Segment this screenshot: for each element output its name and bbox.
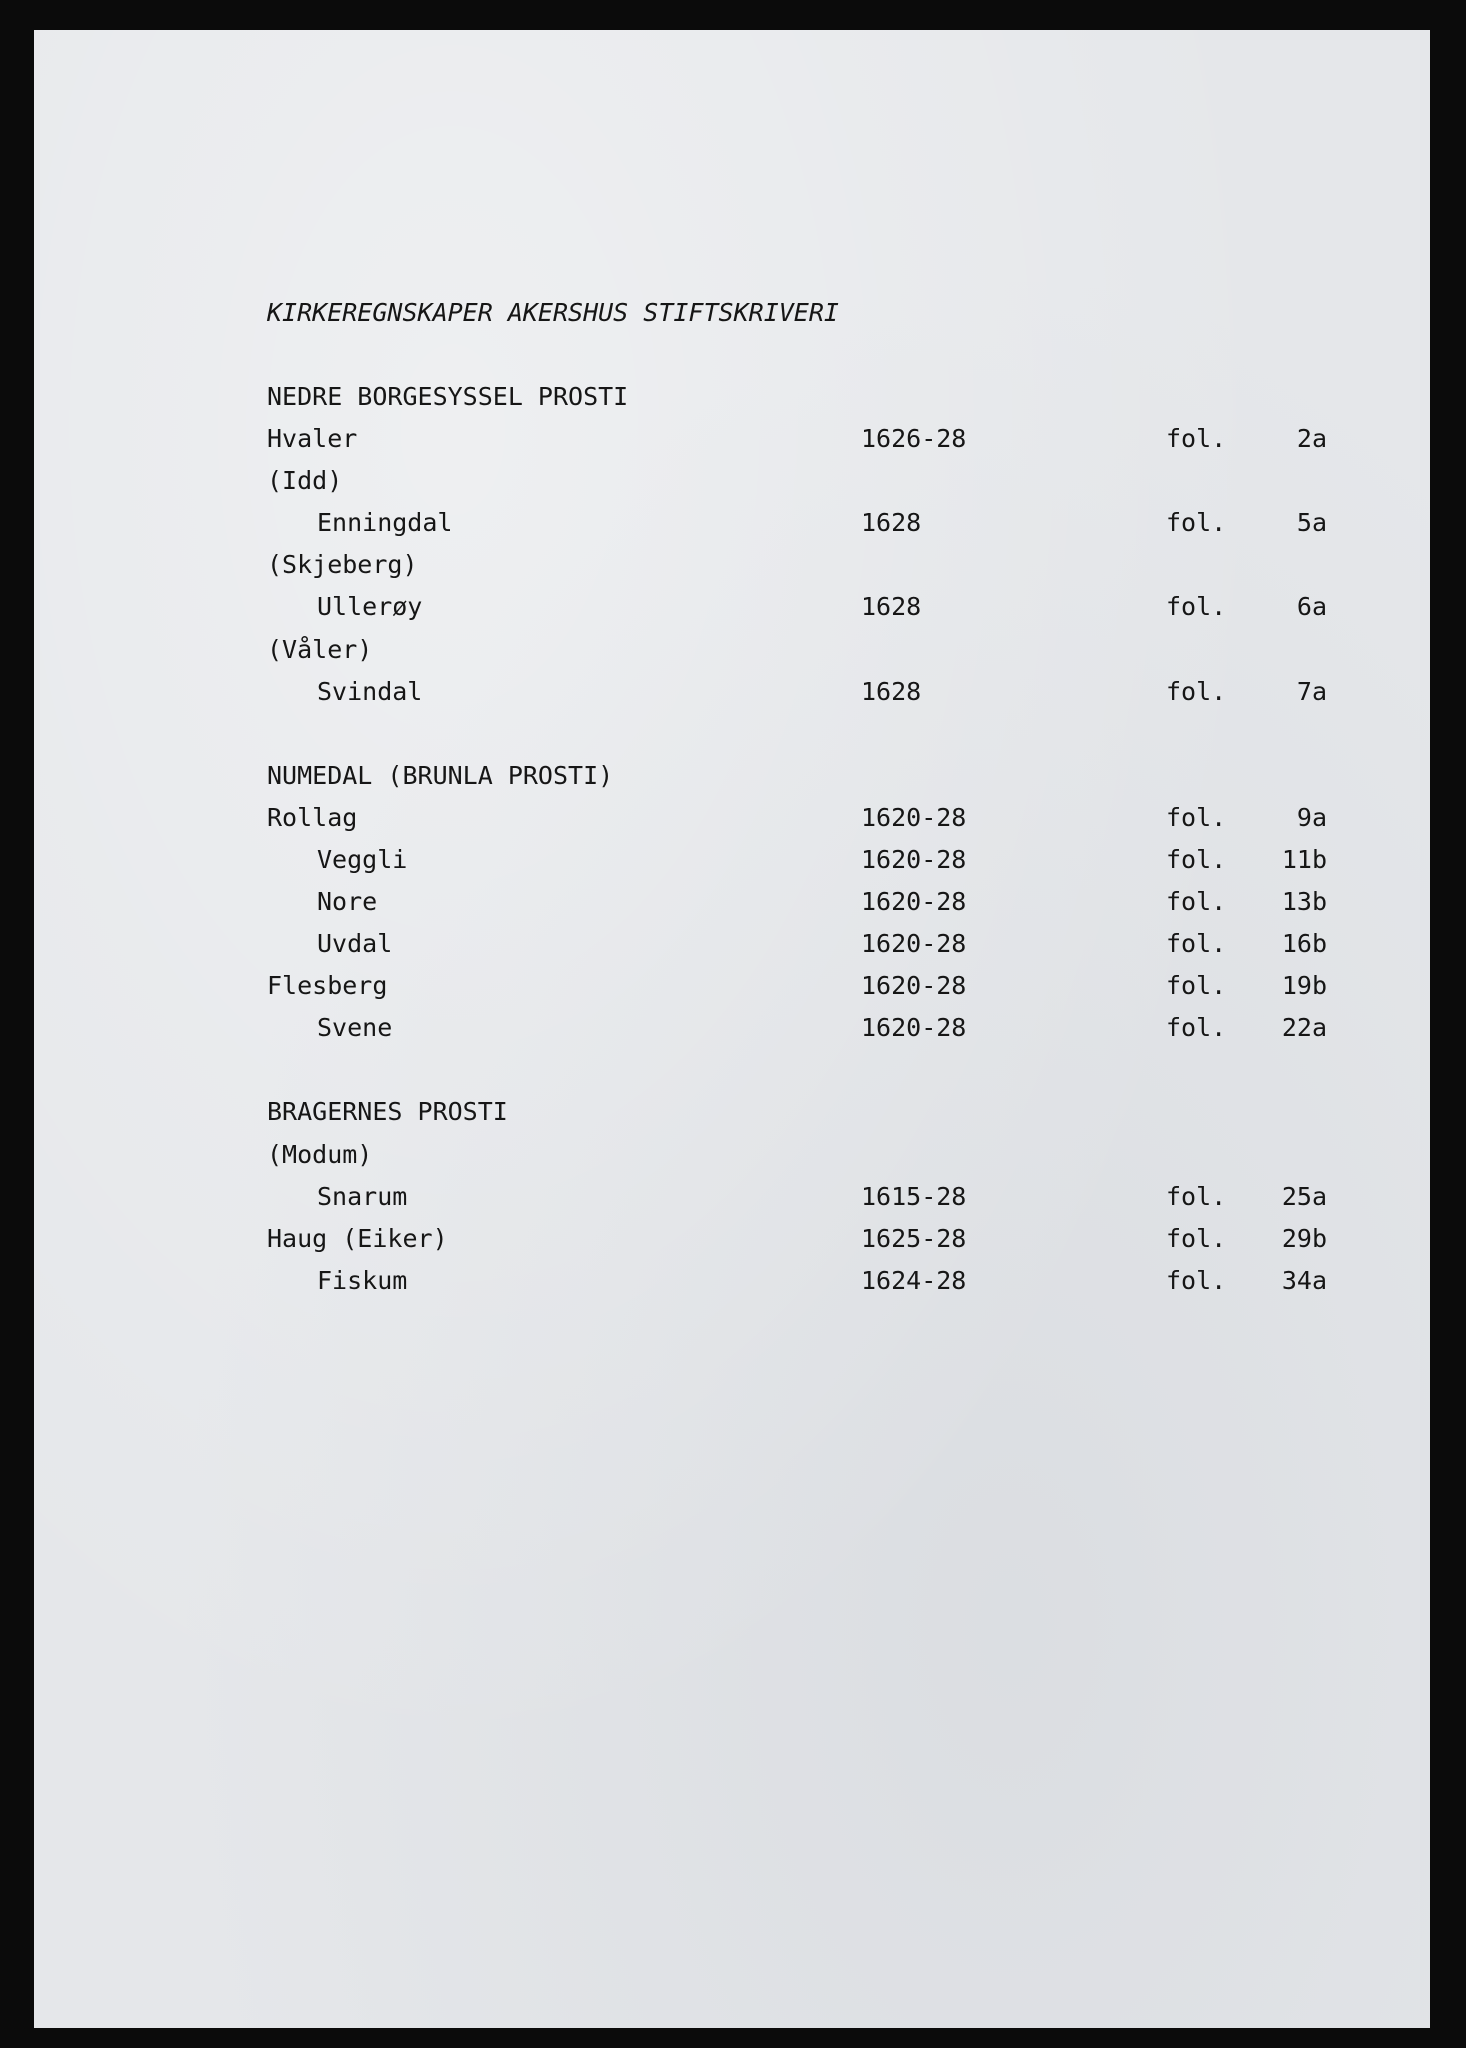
folio-prefix: fol.: [1166, 887, 1227, 917]
section: [267, 376, 1327, 755]
entry-row: [267, 1134, 1327, 1176]
section-heading: [267, 376, 1327, 418]
folio-prefix: fol.: [1166, 1181, 1227, 1211]
folio-number: 9a: [1296, 802, 1327, 832]
folio-number: 34a: [1281, 1265, 1327, 1295]
paper-sheet: [34, 30, 1430, 2028]
folio-prefix: fol.: [1166, 971, 1227, 1001]
folio-prefix: fol.: [1166, 424, 1227, 454]
section-heading-text: NEDRE BORGESYSSEL PROSTI: [267, 382, 629, 411]
folio-prefix: fol.: [1166, 802, 1227, 832]
year-range: 1620-28: [861, 802, 967, 832]
entry-row: [267, 965, 1327, 1007]
year-range: 1620-28: [861, 844, 967, 874]
year-range: 1625-28: [861, 1223, 967, 1253]
parish-name: (Skjeberg): [267, 550, 418, 580]
entry-row: [267, 544, 1327, 586]
entry-row: [267, 1007, 1327, 1049]
spacer: [267, 334, 1327, 376]
folio-prefix: fol.: [1166, 1223, 1227, 1253]
parish-name: Uvdal: [317, 929, 393, 959]
folio-number: 2a: [1296, 424, 1327, 454]
parish-name: Svindal: [317, 676, 423, 706]
folio-number: 16b: [1281, 929, 1327, 959]
year-range: 1624-28: [861, 1265, 967, 1295]
folio-number: 13b: [1281, 887, 1327, 917]
section: [267, 1091, 1327, 1301]
section: [267, 755, 1327, 1092]
section-heading: [267, 755, 1327, 797]
entry-row: [267, 1260, 1327, 1302]
folio-prefix: fol.: [1166, 508, 1227, 538]
entry-row: [267, 586, 1327, 628]
document-title: KIRKEREGNSKAPER AKERSHUS STIFTSKRIVERI: [267, 298, 839, 327]
year-range: 1620-28: [861, 929, 967, 959]
entry-row: [267, 629, 1327, 671]
entry-row: [267, 1176, 1327, 1218]
parish-name: Snarum: [317, 1181, 408, 1211]
year-range: 1626-28: [861, 424, 967, 454]
year-range: 1620-28: [861, 971, 967, 1001]
document-body: [267, 292, 1327, 1302]
parish-name: Flesberg: [267, 971, 388, 1001]
folio-prefix: fol.: [1166, 1265, 1227, 1295]
folio-number: 11b: [1281, 844, 1327, 874]
parish-name: Veggli: [317, 844, 408, 874]
section-heading-text: BRAGERNES PROSTI: [267, 1097, 508, 1127]
parish-name: Nore: [317, 887, 378, 917]
parish-name: (Modum): [267, 1139, 373, 1169]
entry-row: [267, 418, 1327, 460]
year-range: 1620-28: [861, 1013, 967, 1043]
parish-name: Enningdal: [317, 508, 453, 538]
parish-name: Svene: [317, 1013, 393, 1043]
entry-row: [267, 839, 1327, 881]
folio-prefix: fol.: [1166, 1013, 1227, 1043]
entry-row: [267, 1218, 1327, 1260]
folio-prefix: fol.: [1166, 676, 1227, 706]
parish-name: (Våler): [267, 634, 373, 664]
spacer: [267, 1049, 1327, 1091]
folio-number: 22a: [1281, 1013, 1327, 1043]
year-range: 1620-28: [861, 887, 967, 917]
folio-number: 5a: [1296, 508, 1327, 538]
folio-number: 6a: [1296, 592, 1327, 622]
folio-prefix: fol.: [1166, 592, 1227, 622]
entry-row: [267, 671, 1327, 713]
parish-name: Fiskum: [317, 1265, 408, 1295]
sections: [267, 376, 1327, 1302]
year-range: 1615-28: [861, 1181, 967, 1211]
entry-row: [267, 502, 1327, 544]
year-range: 1628: [861, 592, 922, 622]
spacer: [267, 713, 1327, 755]
year-range: 1628: [861, 508, 922, 538]
section-heading: [267, 1091, 1327, 1133]
entry-row: [267, 460, 1327, 502]
parish-name: Haug (Eiker): [267, 1223, 448, 1253]
entry-row: [267, 881, 1327, 923]
folio-prefix: fol.: [1166, 929, 1227, 959]
folio-number: 25a: [1281, 1181, 1327, 1211]
parish-name: (Idd): [267, 466, 343, 496]
year-range: 1628: [861, 676, 922, 706]
parish-name: Ullerøy: [317, 592, 423, 622]
entry-row: [267, 797, 1327, 839]
section-heading-text: NUMEDAL (BRUNLA PROSTI): [267, 760, 614, 790]
parish-name: Hvaler: [267, 424, 358, 454]
folio-number: 7a: [1296, 676, 1327, 706]
folio-prefix: fol.: [1166, 844, 1227, 874]
folio-number: 19b: [1281, 971, 1327, 1001]
folio-number: 29b: [1281, 1223, 1327, 1253]
entry-row: [267, 923, 1327, 965]
parish-name: Rollag: [267, 802, 358, 832]
